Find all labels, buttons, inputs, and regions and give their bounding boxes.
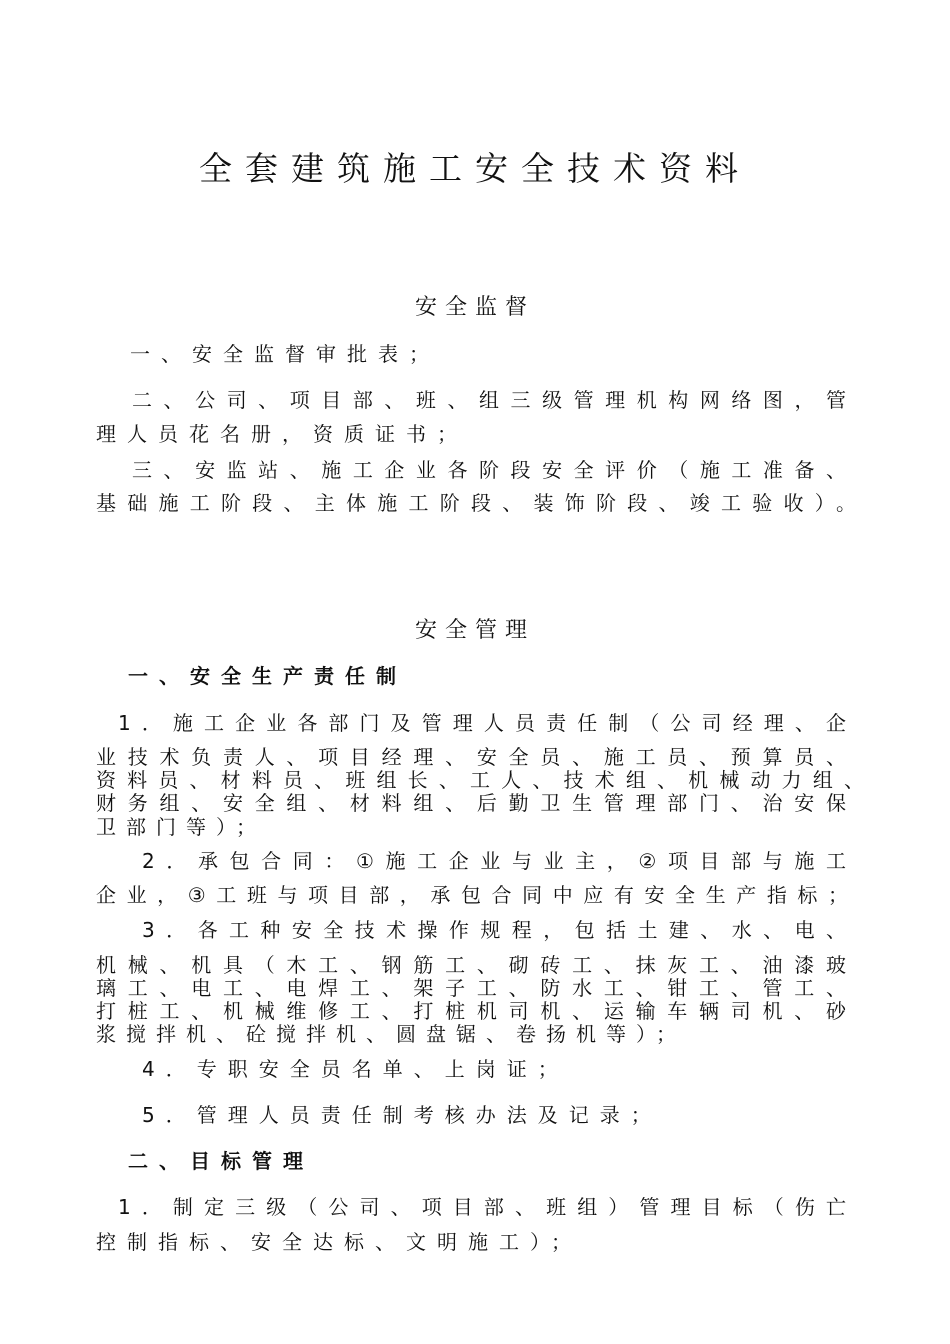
management-item-line-1: 1．施工企业各部门及管理人员责任制（公司经理、企 [118,711,846,735]
management-item-line-8: 3．各工种安全技术操作规程，包括土建、水、电、 [142,918,846,942]
management-item-line-13: 4．专职安全员名单、上岗证； [142,1057,569,1081]
management-item-line-12: 浆搅拌机、砼搅拌机、圆盘锯、卷扬机等）； [96,1022,686,1046]
supervision-line-1: 一、安全监督审批表； [130,342,440,366]
management-item-line-2: 业技术负责人、项目经理、安全员、施工员、预算员、 [96,745,846,769]
management-item-line-11: 打桩工、机械维修工、打桩机司机、运输车辆司机、砂 [96,999,846,1023]
target-item-line-1: 1．制定三级（公司、项目部、班组）管理目标（伤亡 [118,1195,846,1219]
management-item-line-3: 资料员、材料员、班组长、工人、技术组、机械动力组、 [96,768,864,792]
subsection-heading-responsibility: 一、安全生产责任制 [128,664,407,688]
management-item-line-6: 2．承包合同：①施工企业与业主，②项目部与施工 [142,849,846,873]
target-item-line-2: 控制指标、安全达标、文明施工）； [96,1230,582,1254]
management-item-line-10: 璃工、电工、电焊工、架子工、防水工、钳工、管工、 [96,976,846,1000]
subsection-heading-target: 二、目标管理 [128,1149,314,1173]
document-title: 全套建筑施工安全技术资料 [199,149,751,188]
section-heading-supervision: 安全监督 [414,295,535,320]
supervision-line-5: 基础施工阶段、主体施工阶段、装饰阶段、竣工验收）。 [96,491,856,515]
supervision-line-4: 三、安监站、施工企业各阶段安全评价（施工准备、 [132,458,846,482]
supervision-line-3: 理人员花名册，资质证书； [96,422,468,446]
management-item-line-7: 企业，③工班与项目部，承包合同中应有安全生产指标； [96,883,848,907]
management-item-line-9: 机械、机具（木工、钢筋工、砌砖工、抹灰工、油漆玻 [96,953,846,977]
management-item-line-14: 5．管理人员责任制考核办法及记录； [142,1103,662,1127]
section-heading-management: 安全管理 [414,618,535,643]
management-item-line-5: 卫部门等）； [96,815,266,839]
supervision-line-2: 二、公司、项目部、班、组三级管理机构网络图，管 [132,388,846,412]
management-item-line-4: 财务组、安全组、材料组、后勤卫生管理部门、治安保 [96,791,846,815]
